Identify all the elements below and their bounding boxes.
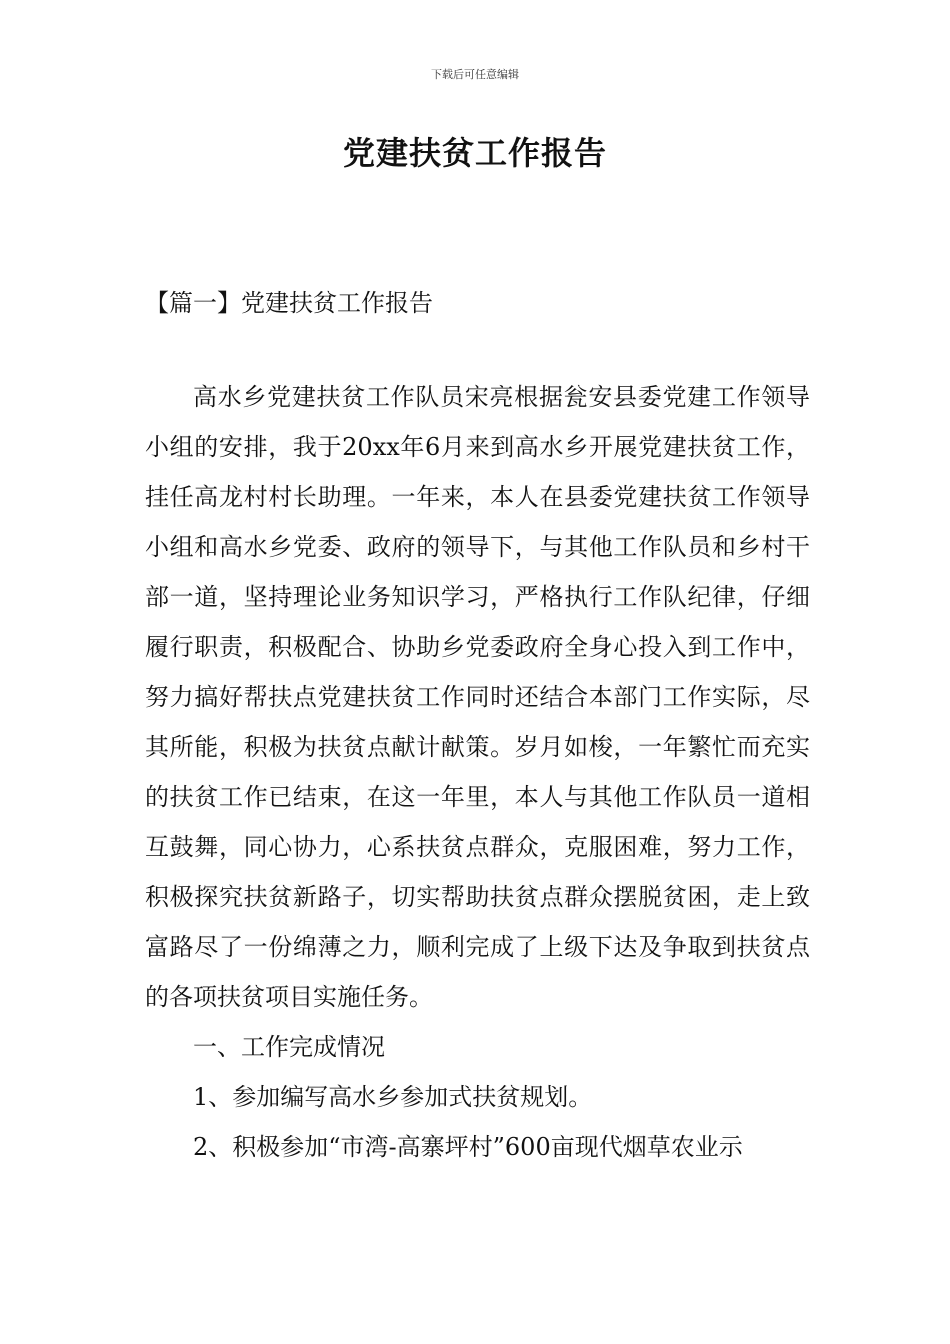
paragraph-intro: 高水乡党建扶贫工作队员宋亮根据瓮安县委党建工作领导小组的安排，我于20xx年6月来到高水乡开展党建扶贫工作，挂任高龙村村长助理。一年来，本人在县委党建扶贫工作领导小组和高水乡党委、政府的领导下，与其他工作队员和乡村干部一道，坚持理论业务知识学习，严格执行工作队纪律，仔细履行职责，积极配合、协助乡党委政府全身心投入到工作中，努力搞好帮扶点党建扶贫工作同时还结合本部门工作实际，尽其所能，积极为扶贫点献计献策。岁月如梭，一年繁忙而充实的扶贫工作已结束，在这一年里，本人与其他工作队员一道相互鼓舞，同心协力，心系扶贫点群众，克服困难，努力工作，积极探究扶贫新路子，切实帮助扶贫点群众摆脱贫困，走上致富路尽了一份绵薄之力，顺利完成了上级下达及争取到扶贫点的各项扶贫项目实施任务。 — [145, 383, 810, 1011]
section-heading: 【篇一】党建扶贫工作报告 — [145, 289, 433, 317]
body-text — [145, 372, 810, 1172]
paragraph-item-1: 1、参加编写高水乡参加式扶贫规划。 — [193, 1083, 593, 1111]
header-note: 下载后可任意编辑 — [431, 68, 519, 81]
document-title: 党建扶贫工作报告 — [342, 134, 607, 172]
paragraph-item-2: 2、积极参加“市湾-高寨坪村”600亩现代烟草农业示 — [193, 1133, 743, 1161]
paragraph-subheading: 一、工作完成情况 — [193, 1033, 385, 1061]
